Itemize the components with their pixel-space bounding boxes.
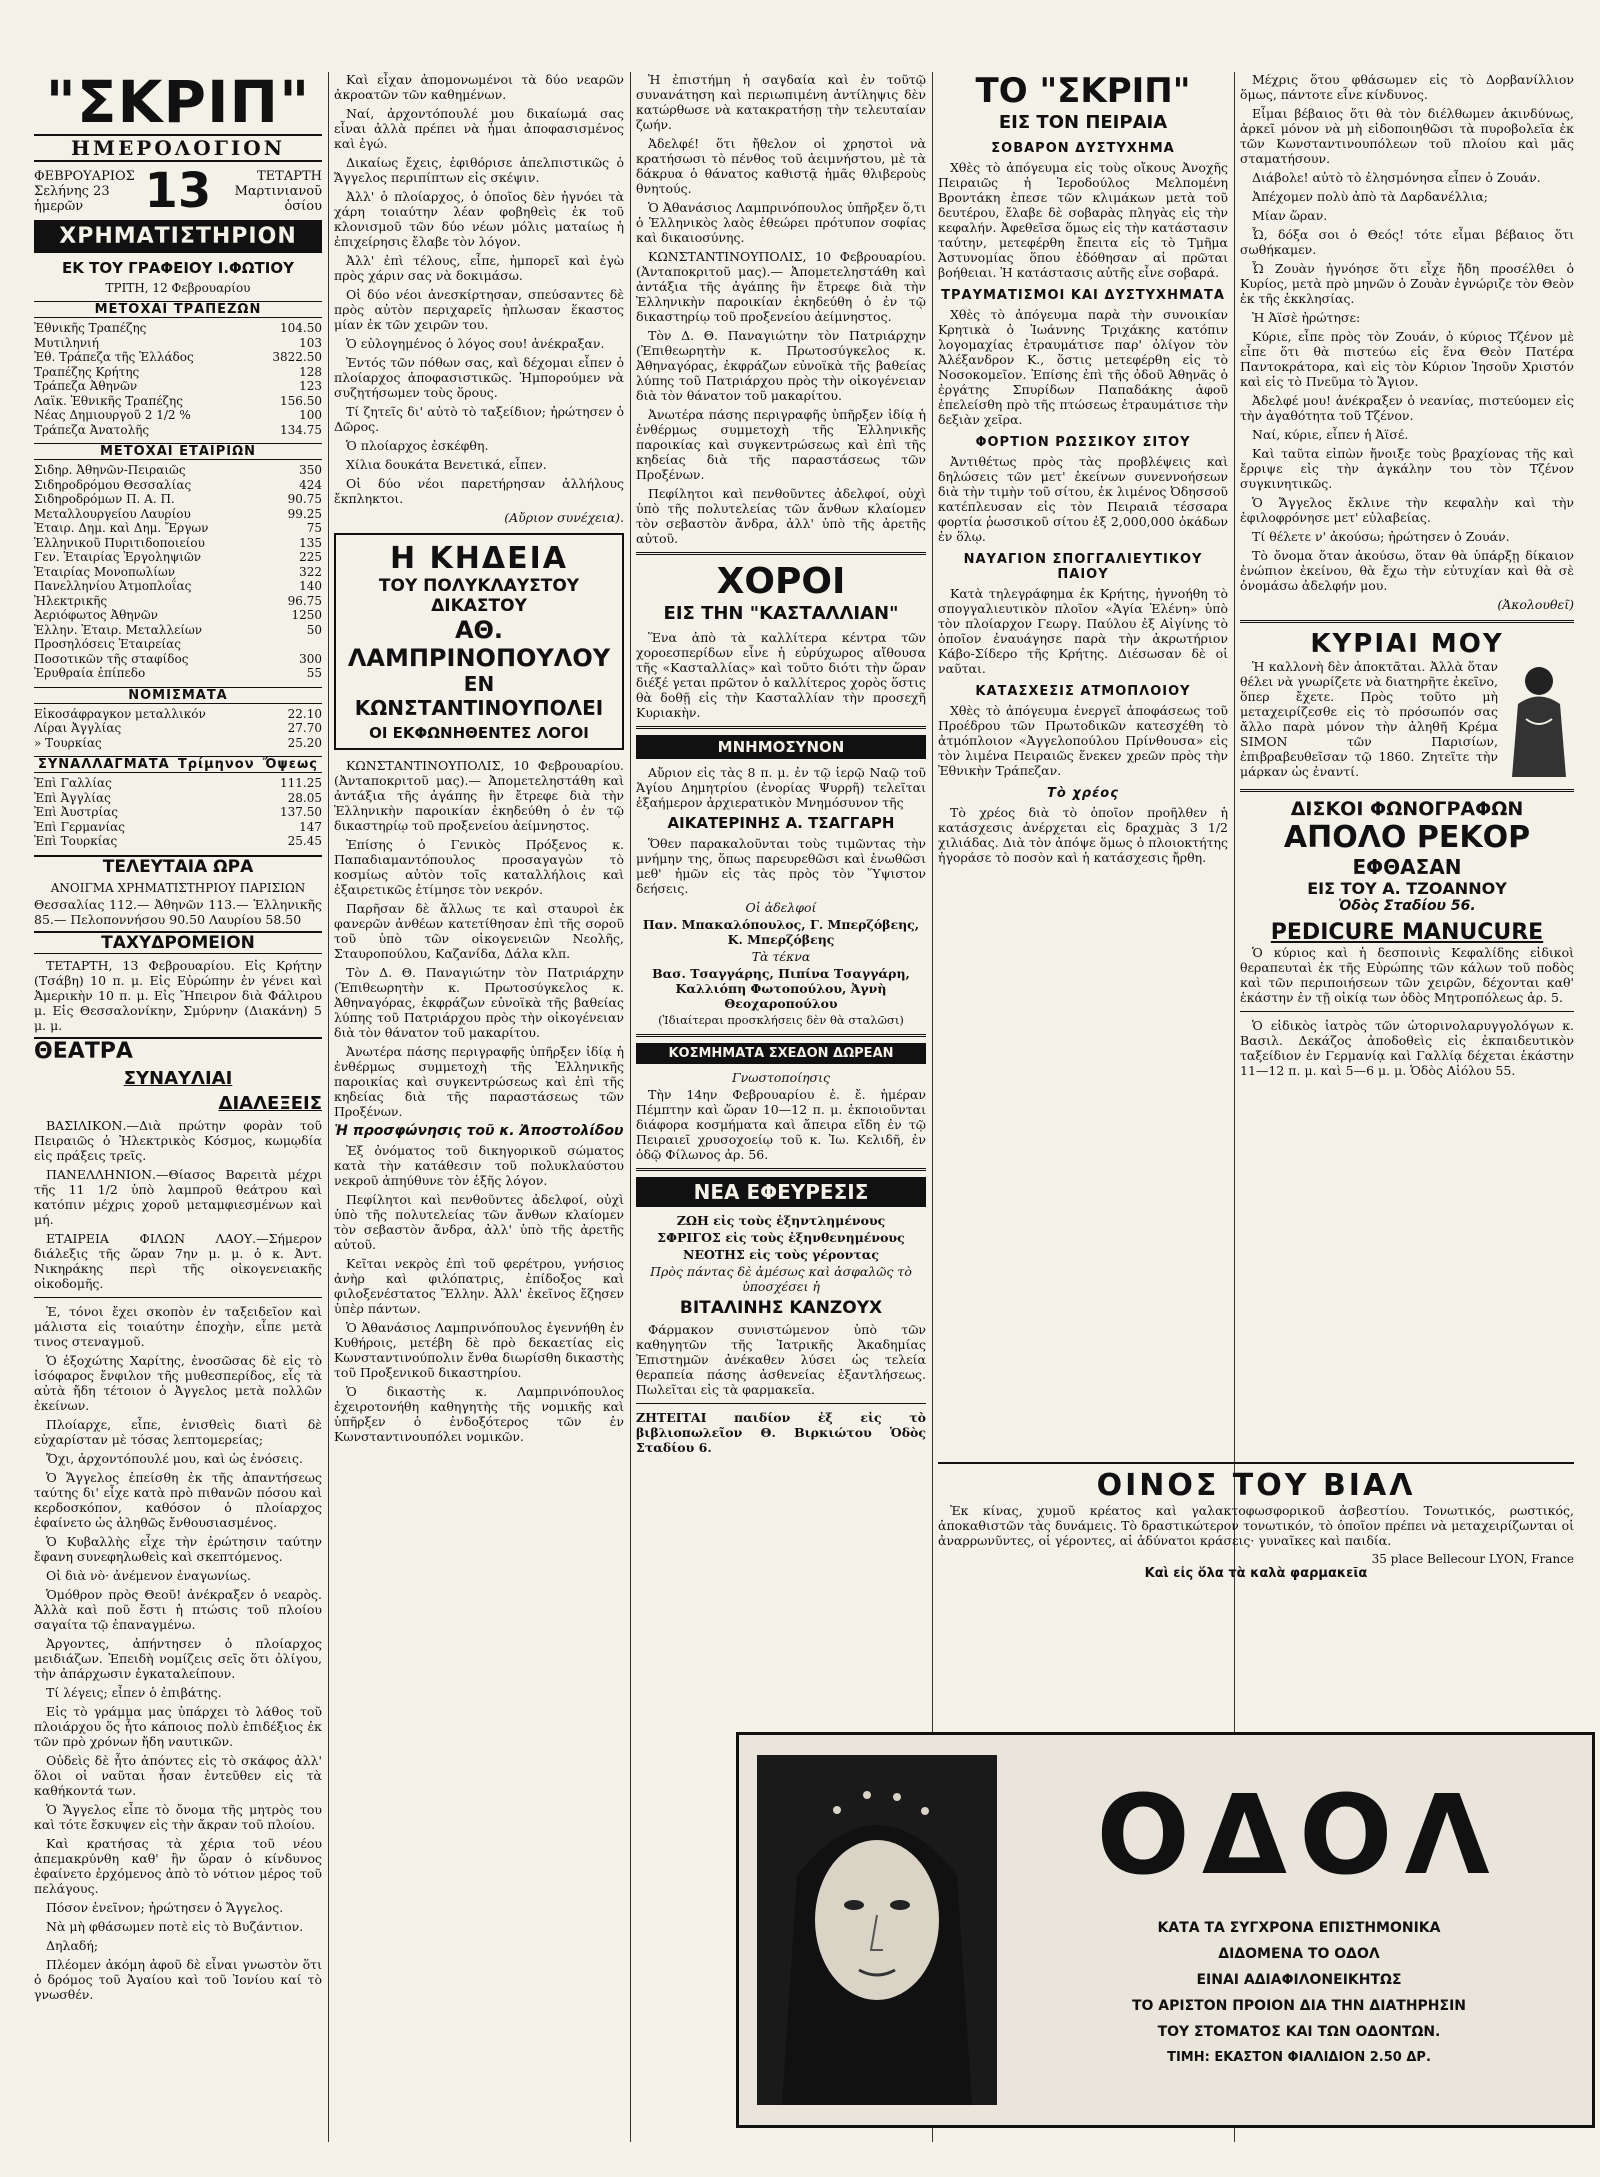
newspaper-page	[34, 72, 1574, 2142]
story-paragraph: Ὁ πλοίαρχος ἐσκέφθη.	[346, 438, 489, 453]
news-text: Χθὲς τὸ ἀπόγευμα ἐνεργεῖ ἀποφάσεως τοῦ Προέδρου τῶν Πρωτοδικῶν κατεσχέθη τὸ ἀτμόπλοιον «Ἀγγελοπούλου Πρίνθουσα» εἰς τὸν λιμένα Πειραιῶς ἕνεκεν χρεῶν πρὸς τὴν Ἐθνικὴν Τράπεζαν.	[938, 703, 1228, 778]
doctor-ad-text: Ὁ εἰδικὸς ἰατρὸς τῶν ὠτορινολαρυγγολόγων κ. Βασιλ. Δεκάζος ἀποδοθεὶς εἰς ἐκπαιδευτικὸν ταξείδιον ἐν Γερμανίᾳ καὶ Γαλλίᾳ δέχεται ἑκάστην 11—12 π. μ. καὶ 5—6 μ. μ. Ὁδὸς Αἰόλου 55.	[1240, 1018, 1574, 1078]
story-paragraph: Δικαίως ἔχεις, ἐφιθόρισε ἀπελπιστικῶς ὁ Ἄγγελος περιπίπτων εἰς σκέψιν.	[334, 155, 624, 185]
news-text: Ἀντιθέτως πρὸς τὰς προβλέψεις καὶ δηλώσεις τῶν μετ' ἐκείνων συνεννοήσεων διὰ τὴν τιμὴν τοῦ σίτου, ἐκ λιμένος Ὀδησσοῦ κατέπλευσαν εἰς τὸν Πειραιᾶ τέσσαρα φορτία ῥωσσικοῦ σίτου ἐξ 2,000,000 ὀκάδων ἐν ὅλῳ.	[938, 454, 1228, 544]
masthead-title: "ΣΚΡΙΠ"	[45, 72, 311, 136]
article-paragraph: Ὁ Ἀθανάσιος Λαμπρινόπουλος ἐγεννήθη ἐν Κυθήροις, μετέβη δὲ πρὸ δεκαετίας εἰς Κωνσταντινούπολιν ἔνθα διωρίσθη δικαστὴς τοῦ Προξενικοῦ δικαστηρίου.	[334, 1320, 624, 1380]
funeral-headline: Η ΚΗΔΕΙΑ ΤΟΥ ΠΟΛΥΚΛΑΥΣΤΟΥ ΔΙΚΑΣΤΟΥ ΑΘ. ΛΑΜΠΡΙΝΟΠΟΥΛΟΥ ΕΝ ΚΩΝΣΤΑΝΤΙΝΟΥΠΟΛΕΙ ΟΙ ΕΚΦΩΝΗΘΕΝΤΕΣ ΛΟΓΟΙ	[334, 533, 624, 750]
table-row: » Τουρκίας 25.20	[34, 735, 322, 750]
table-row: Εἰκοσάφραγκον μεταλλικόν 22.10	[34, 706, 322, 721]
article-paragraph: Ἡ ἐπιστήμη ἡ σαγδαία καὶ ἐν τοῦτῷ συνανάτηση καὶ περιωπιμένη ἀντίληψις δὲν κατώρθωσε νὰ κατακρατήσῃ τὴν τελευταίαν ζωήν.	[636, 72, 926, 132]
table-row: Νέας Δημιουργοῦ 2 1/2 % 100	[34, 408, 322, 422]
odol-brand: ΟΔΟΛ	[1096, 1771, 1502, 1899]
story-paragraph: Καὶ ταῦτα εἰπὼν ἤνοιξε τοὺς βραχίονας τῆς καὶ ἔρριψε εἰς τὴν ἀγκάλην του τὸν Τζένον συγκινητικῶς.	[1240, 446, 1574, 491]
table-row: Ἐρυθραία ἐπίπεδο 55	[34, 666, 322, 680]
odol-ad	[736, 1732, 1595, 2128]
kyriai-ad-title: ΚΥΡΙΑΙ ΜΟΥ	[1310, 629, 1504, 659]
table-row: Ἐθ. Τράπεζα τῆς Ἑλλάδος 3822.50	[34, 350, 322, 364]
saint: Μαρτινιανοῦ ὁσίου	[234, 183, 322, 214]
inventions-title: ΝΕΑ ΕΦΕΥΡΕΣΙΣ	[636, 1177, 926, 1207]
story-paragraph: Νὰ μὴ φθάσωμεν ποτὲ εἰς τὸ Βυζάντιον.	[46, 1918, 304, 1934]
article-paragraph: Παρῆσαν δὲ ἄλλως τε καὶ σταυροὶ ἐκ φανερῶν ἀνθέων κατετίθησαν ἐπὶ τῆς σοροῦ τοῦ ὑπὸ τῶν οἰκογενειῶν Νεολῆς, Σταυροπούλου, Καζανίδα, Δάλα κλπ.	[334, 901, 624, 961]
dances-subtitle: ΕΙΣ ΤΗΝ "ΚΑΣΤΑΛΛΙΑΝ"	[663, 603, 899, 624]
companies-title: ΜΕΤΟΧΑΙ ΕΤΑΙΡΙΩΝ	[34, 443, 322, 460]
records-ad-l4: ΕΙΣ ΤΟΥ Α. ΤΖΟΑΝΝΟΥ	[1307, 879, 1507, 898]
wine-ad-address: 35 place Bellecour LYON, France	[1371, 1552, 1574, 1566]
wanted-notice: ΖΗΤΕΙΤΑΙ παιδίον ἐξ εἰς τὸ βιβλιοπωλεῖον Θ. Βιρκιώτου Ὁδὸς Σταδίου 6.	[636, 1410, 926, 1455]
inventions-text: Φάρμακον συνιστώμενον ὑπὸ τῶν καθηγητῶν τῆς Ἰατρικῆς Ἀκαδημίας Ἐπιστημῶν ἀνέκαθεν λύσει ὡς τελεία θεραπεία πάσης ἀσθενείας ἐξαντλήσεως. Πωλεῖται εἰς τὰ φαρμακεῖα.	[636, 1322, 926, 1397]
table-row: Μυτιληνιή 103	[34, 335, 322, 350]
story-paragraph: Πλοίαρχε, εἶπε, ἐνισθεὶς διατὶ δὲ εὐχαρίσταν μὲ τόσας λεπτομερείας;	[34, 1416, 322, 1447]
pedicure-ad-text: Ὁ κύριος καὶ ἡ δεσποινὶς Κεφαλίδης εἰδικοὶ θεραπευταὶ ἐκ τῆς Εὐρώπης τῶν κάλων τοῦ ποδὸς καὶ τῶν περιποιήσεων τῶν χειρῶν, δέχονται καθ' ἑκάστην ἐν τῇ οἰκίᾳ των ὁδὸς Μητροπόλεως ἀρ. 5.	[1240, 945, 1574, 1005]
story-paragraph: Οἱ δύο νέοι ἀνεσκίρτησαν, σπεύσαντες δὲ πρὸς αὐτὸν περιχαρεῖς ἠπλωσαν ἕκαστος μίαν ἐκ τῶν χειρῶν του.	[334, 287, 624, 332]
story-paragraph: Κύριε, εἶπε πρὸς τὸν Ζουάν, ὁ κύριος Τζένον μὲ εἶπε ὅτι θὰ πιστεύω εἰς ἕνα Θεὸν Πατέρα Παντοκράτορα, καὶ εἰς τὸν Κύριον Ἰησοῦν Χριστόν καὶ εἰς τὸ Πνεῦμα τὸ Ἅγιον.	[1240, 329, 1574, 389]
theatre-sub1: ΣΥΝΑΥΛΙΑΙ	[123, 1067, 233, 1089]
post-text: ΤΕΤΑΡΤΗ, 13 Φεβρουαρίου. Εἰς Κρήτην (Τσάβη) 10 π. μ. Εἰς Εὐρώπην ἐν γένει καὶ Ἀμερικὴν 10 π. μ. Εἰς Ἤπειρον διὰ Φάλιρου μ. Εἰς Θεσσαλονίκην, Σμύρνην (Διακάνη) 5 μ. μ.	[34, 957, 322, 1033]
theatre-item: ΕΤΑΙΡΕΙΑ ΦΙΛΩΝ ΛΑΟΥ.—Σήμερον διάλεξις τῆς ὥραν 7ην μ. μ. ὁ κ. Ἀντ. Νικηράκης περὶ τῆς οἰκογενειακῆς οἰκοδομῆς.	[34, 1230, 322, 1291]
table-row: Ἐπὶ Γερμανίας 147	[34, 819, 322, 834]
memorial-text2: Ὅθεν παρακαλοῦνται τοὺς τιμῶντας τὴν μνήμην της, ὅπως παρευρεθῶσι καὶ ἑνωθῶσι μεθ' ἡμῶν εἰς τὰς πρὸς τὸν Ὕψιστον δεήσεις.	[636, 836, 926, 896]
story-paragraph: Οἱ δύο νέοι παρετήρησαν ἀλλήλους ἔκπληκτοι.	[334, 476, 624, 506]
story-paragraph: Εἰς τὸ γράμμα μας ὑπάρχει τὸ λάθος τοῦ πλοιάρχου ὅς ἦτο κάποιος πολὺ ἐπιδέξιος ἐκ τῶν πρὸ χρόνων ἤδη ναυτικῶν.	[34, 1703, 322, 1749]
dateline	[34, 163, 322, 219]
story-paragraph: Τί ζητεῖς δι' αὐτὸ τὸ ταξείδιον; ἠρώτησεν ὁ Δῶρος.	[334, 404, 624, 434]
news-heading: ΦΟΡΤΙΟΝ ΡΩΣΣΙΚΟΥ ΣΙΤΟΥ	[975, 435, 1191, 450]
records-ad-l1: ΔΙΣΚΟΙ ΦΩΝΟΓΡΑΦΩΝ	[1290, 798, 1524, 820]
column-3: Ἡ ἐπιστήμη ἡ σαγδαία καὶ ἐν τοῦτῷ συνανάτηση καὶ περιωπιμένη ἀντίληψις δὲν κατώρθωσε νὰ κατακρατήσῃ τὴν τελευταίαν ζωήν. Ἀδελφέ! ὅτι ἤθελον οἱ χρηστοὶ νὰ κρατήσωσι τὸ πένθος τοῦ ἀειμνήστου, μὲ τὰ δάκρυα ὁ θάνατος καθιστᾷ ἡμᾶς θλιβεροὺς θνητούς. Ὁ Ἀθανάσιος Λαμπρινόπουλος ὑπῆρξεν ὅ,τι ὁ Ἑλληνικὸς λαὸς ἐθεώρει πρότυπον σοφίας καὶ δικαιοσύνης. ΚΩΝΣΤΑΝΤΙΝΟΥΠΟΛΙΣ, 10 Φεβρουαρίου. (Ἀνταποκριτοῦ μας).— Ἀπομετεληστάθη καὶ ἀντάξια τῆς ἀγάπης ἣν ἔτρεφε διὰ τὴν Ἑλληνικὴν παροικίαν ἐκηδεύθη ὁ ἐν τῷ δικαστηρίῳ τοῦ προξενείου ἀείμνηστος. Τὸν Δ. Θ. Παναγιώτην τὸν Πατριάρχην (Ἐπιθεωρητὴν κ. Πρωτοσύγκελος κ. Ἀθηναγόρας, ἐκφράζων εὐνοϊκὰ τῆς βαθείας λύπης τοῦ Πατριάρχου πρὸς τὴν οἰκογένειαν διὰ τὸν θάνατον τοῦ μακαρίτου. Ἀνωτέρα πάσης περιγραφῆς ὑπῆρξεν ἰδίᾳ ἡ ἐνθέρμως συμμετοχὴ τῆς Ἑλληνικῆς παροικίας καὶ συγκεντρώσεως καὶ ἐπὶ τῆς κηδείας διὰ τῆς παραστάσεως τῶν Προξένων. Πεφίλητοι καὶ πενθοῦντες ἀδελφοί, οὐχὶ ὑπὸ τῆς πολυτελείας τῶν ἄνθων κλαίομεν τὸν σεβαστὸν ἄνδρα, ἀλλ' ὑπὸ τῆς ἀρετῆς αὐτοῦ. ΧΟΡΟΙ ΕΙΣ ΤΗΝ "ΚΑΣΤΑΛΛΙΑΝ" Ἕνα ἀπὸ τὰ καλλίτερα κέντρα τῶν χοροεσπερίδων εἶνε ἡ εὐρύχωρος αἴθουσα τῆς «Κασταλλίας» καὶ τοῦτο διότι τὴν ὥραν διέξέ γεται πρῶτον ὁ καλλίτερος χορὸς ὅστις θὰ δοθῇ εἰς τὴν Κασταλλίαν τὴν προσεχῆ Κυριακὴν. ΜΝΗΜΟΣΥΝΟΝ Αὔριον εἰς τὰς 8 π. μ. ἐν τῷ ἱερῷ Ναῷ τοῦ Ἁγίου Δημητρίου (ἐνορίας Ψυρρῆ) τελεῖται ἐξαήμερον ἀρχιερατικὸν Μνημόσυνον τῆς ΑΙΚΑΤΕΡΙΝΗΣ Α. ΤΣΑΓΓΑΡΗ Ὅθεν παρακαλοῦνται τοὺς τιμῶντας τὴν μνήμην της, ὅπως παρευρεθῶσι καὶ ἑνωθῶσι μεθ' ἡμῶν εἰς τὰς πρὸς τὸν Ὕψιστον δεήσεις. Οἱ ἀδελφοί Παν. Μπακαλόπουλος, Γ. Μπερζόβεης, Κ. Μπερζόβεης Τὰ τέκνα Βασ. Τσαγγάρης, Πιπίνα Τσαγγάρη, Καλλιόπη Φωτοπούλου, Ἀγνὴ Θεοχαροπούλου (Ἰδιαίτεραι προσκλήσεις δὲν θὰ σταλῶσι) ΚΟΣΜΗΜΑΤΑ ΣΧΕΔΟΝ ΔΩΡΕΑΝ Γνωστοποίησις Τὴν 14ην Φεβρουαρίου ἐ. ἔ. ἡμέραν Πέμπτην καὶ ὥραν 10—12 π. μ. ἐκποιοῦνται διάφορα κοσμήματα καὶ ἄπειρα εἴδη ἐν τῷ Πειραιεῖ χρυσοχοείῳ τοῦ κ. Ἰω. Κελιδῆ, ἐν ὁδῷ Φίλωνος ἀρ. 56. ΝΕΑ ΕΦΕΥΡΕΣΙΣ ΖΩΗ εἰς τοὺς ἐξηντλημένους ΣΦΡΙΓΟΣ εἰς τοὺς ἐξηνθενημένους ΝΕΟΤΗΣ εἰς τοὺς γέροντας Πρὸς πάντας δὲ ἀμέσως καὶ ἀσφαλῶς τὸ ὑποσχέσει ἡ ΒΙΤΑΛΙΝΗΣ ΚΑΝΖΟΥΧ Φάρμακον συνιστώμενον ὑπὸ τῶν καθηγητῶν τῆς Ἰατρικῆς Ἀκαδημίας Ἐπιστημῶν ἀνέκαθεν λύσει ὡς τελεία θεραπεία πάσης ἀσθενείας ἐξαντλήσεως. Πωλεῖται εἰς τὰ φαρμακεῖα. ΖΗΤΕΙΤΑΙ παιδίον ἐξ εἰς τὸ βιβλιοπωλεῖον Θ. Βιρκιώτου Ὁδὸς Σταδίου 6.	[636, 72, 926, 1455]
piraeus-subtitle: ΕΙΣ ΤΟΝ ΠΕΙΡΑΙΑ	[998, 112, 1168, 133]
table-row: Τράπεζα Ἀθηνῶν 123	[34, 379, 322, 393]
article-paragraph: Πεφίλητοι καὶ πενθοῦντες ἀδελφοί, οὐχὶ ὑπὸ τῆς πολυτελείας τῶν ἄνθων κλαίομεν τὸν σεβαστὸν ἄνδρα, ἀλλ' ὑπὸ τῆς ἀρετῆς αὐτοῦ.	[636, 486, 926, 546]
banks-title: ΜΕΤΟΧΑΙ ΤΡΑΠΕΖΩΝ	[34, 301, 322, 318]
article-paragraph: Ἐξ ὀνόματος τοῦ δικηγορικοῦ σώματος κατὰ τὴν κατάθεσιν τοῦ πολυκλαύστου νεκροῦ ἀπηύθυνε τὸν ἑξῆς λόγον.	[334, 1143, 624, 1188]
post-title: ΤΑΧΥΔΡΟΜΕΙΟΝ	[34, 931, 322, 954]
table-row: Ἐταιρ. Δημ. καὶ Δημ. Ἔργων 75	[34, 521, 322, 535]
product-name: ΒΙΤΑΛΙΝΗΣ ΚΑΝΖΟΥΧ	[679, 1298, 883, 1318]
pedicure-ad-title: PEDICURE MANUCURE	[1270, 920, 1544, 945]
table-row: Ἀεριόφωτος Ἀθηνῶν 1250	[34, 608, 322, 622]
story-paragraph: Ὁ Ἄγγελος ἐπείσθη ἐκ τῆς ἀπαντήσεως ταύτης δι' εἶχε κατὰ πρὸ πιθανῶν πόσου καὶ κερδοσκόπον, καθόσον ὁ πλοίαρχος ἐφαίνετο ὡς ἀληθῶς ἔνθουσιασμένος.	[34, 1469, 322, 1530]
currency-table	[34, 707, 322, 751]
article-paragraph: ΚΩΝΣΤΑΝΤΙΝΟΥΠΟΛΙΣ, 10 Φεβρουαρίου. (Ἀνταποκριτοῦ μας).— Ἀπομετεληστάθη καὶ ἀντάξια τῆς ἀγάπης ἣν ἔτρεφε διὰ τὴν Ἑλληνικὴν παροικίαν ἐκηδεύθη ὁ ἐν τῷ δικαστηρίῳ τοῦ προξενείου ἀείμνηστος.	[334, 758, 624, 833]
speech-heading: Ἡ προσφώνησις τοῦ κ. Ἀποστολίδου	[334, 1123, 624, 1139]
moon-line: Σελήνης 23 ἡμερῶν	[34, 183, 110, 214]
story-paragraph: Ἀλλ' ὁ πλοίαρχος, ὁ ὁποῖος δὲν ἠγνόει τὰ χάρη τοιαύτην λέαν φοβηθεὶς ἐκ τοῦ κλονισμοῦ τῶν δύο νέων μόλις ματαίως ἡ ἐπιχείρησις ἔλαβε τὸν λόγον.	[334, 189, 624, 249]
story-paragraph: Χίλια δουκάτα Βενετικά, εἶπεν.	[346, 457, 547, 472]
table-row: Μεταλλουργείου Λαυρίου 99.25	[34, 506, 322, 521]
story-paragraph: Μίαν ὥραν.	[1252, 208, 1328, 223]
theatre-item: ΠΑΝΕΛΛΗΝΙΟΝ.—Θίασος Βαρειτὰ μέχρι τῆς 11 1/2 ὑπὸ λαμπροῦ θεάτρου καὶ κατόπιν μέχρις χοροῦ μεταμφιεσμένων καὶ μή.	[34, 1166, 322, 1227]
news-heading: ΝΑΥΑΓΙΟΝ ΣΠΟΓΓΑΛΙΕΥΤΙΚΟΥ ΠΑΙΟΥ	[963, 552, 1203, 582]
memorial-name: ΑΙΚΑΤΕΡΙΝΗΣ Α. ΤΣΑΓΓΑΡΗ	[667, 814, 895, 832]
table-row: Ἐπὶ Τουρκίας 25.45	[34, 834, 322, 848]
story-paragraph: Μέχρις ὅτου φθάσωμεν εἰς τὸ Δορβανίλλιον ὅμως, πάντοτε εἶνε κίνδυνος.	[1240, 72, 1574, 102]
column-1	[34, 72, 322, 2142]
table-row: Ἐθνικῆς Τραπέζης 104.50	[34, 321, 322, 335]
memorial-text: Αὔριον εἰς τὰς 8 π. μ. ἐν τῷ ἱερῷ Ναῷ τοῦ Ἁγίου Δημητρίου (ἐνορίας Ψυρρῆ) τελεῖται ἐξαήμερον ἀρχιερατικὸν Μνημόσυνον τῆς	[636, 765, 926, 810]
story-paragraph: Ναί, κύριε, εἶπεν ἡ Ἀϊσέ.	[1252, 427, 1409, 442]
story-paragraph: Οὐδεὶς δὲ ἦτο ἀπόντες εἰς τὸ σκάφος ἀλλ' ὅλοι οἱ ναῦται ἦσαν ἐντεῦθεν εἰς τὰ καθήκοντά των.	[34, 1752, 322, 1798]
theatre-sub2: ΔΙΑΛΕΞΕΙΣ	[218, 1092, 322, 1114]
records-ad-l3: ΕΦΘΑΣΑΝ	[1352, 855, 1462, 879]
woman-portrait-icon	[757, 1755, 997, 2105]
table-row: Ἑταιρίας Μονοπωλίων 322	[34, 564, 322, 579]
table-row: Γεν. Ἑταιρίας Ἐργοληψιῶν 225	[34, 550, 322, 564]
exchange-title: ΧΡΗΜΑΤΙΣΤΗΡΙΟΝ	[34, 220, 322, 253]
table-row: Σιδηροδρόμων Π. Α. Π. 90.75	[34, 492, 322, 506]
table-row: Προσηλόσεις Ἑταιρείας	[34, 637, 181, 651]
month: ΦΕΒΡΟΥΑΡΙΟΣ	[34, 168, 135, 184]
story-paragraph: Ἀργοντες, ἀπήντησεν ὁ πλοίαρχος μειδιάζων. Ἐπειδὴ νομίζεις σεῖς ὅτι ὀλίγου, τὴν ἀπάρχωσιν ἐγκαταλείπουν.	[34, 1635, 322, 1681]
table-row: Ἐπὶ Ἀυστρίας 137.50	[34, 805, 322, 819]
story-paragraph: Ὦ Ζουὰν ἠγνόησε ὅτι εἶχε ἤδη προσέλθει ὁ Κυρίος, μετὰ πρὸ μηνῶν ὁ Ζουὰν ἐγνώριζε τὸν Θεὸν ἐκ τῆς ἐκκλησίας.	[1240, 261, 1574, 306]
table-row: Σιδηροδρόμου Θεσσαλίας 424	[34, 477, 322, 492]
records-ad-l5: Ὁδὸς Σταδίου 56.	[1338, 898, 1476, 914]
jewelry-text: Τὴν 14ην Φεβρουαρίου ἐ. ἔ. ἡμέραν Πέμπτην καὶ ὥραν 10—12 π. μ. ἐκποιοῦνται διάφορα κοσμήματα καὶ ἄπειρα εἴδη ἐν τῷ Πειραιεῖ χρυσοχοείῳ τοῦ κ. Ἰω. Κελιδῆ, ἐν ὁδῷ Φίλωνος ἀρ. 56.	[636, 1087, 926, 1162]
dances-title: ΧΟΡΟΙ	[716, 561, 846, 602]
news-heading: ΣΟΒΑΡΟΝ ΔΥΣΤΥΧΗΜΑ	[991, 141, 1175, 156]
last-hour-title: ΤΕΛΕΥΤΑΙΑ ΩΡΑ	[34, 855, 322, 877]
news-text: Κατὰ τηλεγράφημα ἐκ Κρήτης, ἠγνοήθη τὸ σπογγαλιευτικὸν πλοῖον «Ἁγία Ἑλένη» ὑπὸ τὸν πλοίαρχον Γεωργ. Παύλου ἐξ Αἰγίνης τὸ ὁποῖον ἐναυάγησε παρὰ τὴν ἀκρωτήριον Κάβο-Σίδερο τῆς Κρήτης. Διέσωσαν δὲ οἱ ναῦται.	[938, 586, 1228, 676]
masthead-subtitle: ΗΜΕΡΟΛΟΓΙΟΝ	[34, 134, 322, 162]
story-paragraph: Ὁ εὐλογημένος ὁ λόγος σου! ἀνέκραξαν.	[346, 336, 605, 351]
story-paragraph: Ἐντός τῶν πόθων σας, καὶ δέχομαι εἶπεν ὁ πλοίαρχος ἀποφασιστικῶς. Ἠμπορούμεν νὰ συζητήσωμεν τοὺς ὅρους.	[334, 355, 624, 400]
table-row: Ἐπὶ Γαλλίας 111.25	[34, 776, 322, 790]
story-paragraph: Τὸ ὄνομα ὅταν ἀκούσω, ὅταν θὰ ὑπάρξῃ δίκαιον ἐνώπιον ἐκείνου, θὰ ἔχω τὴν εὐτυχίαν καὶ θὰ σὲ ὀνομάσω ἀδελφήν μου.	[1240, 548, 1574, 593]
wine-ad-title: ΟΙΝΟΣ ΤΟΥ ΒΙΑΛ	[938, 1462, 1574, 1503]
lady-illustration-icon	[1504, 659, 1574, 779]
article-paragraph: Τὸν Δ. Θ. Παναγιώτην τὸν Πατριάρχην (Ἐπιθεωρητὴν κ. Πρωτοσύγκελος κ. Ἀθηναγόρας, ἐκφράζων εὐνοϊκὰ τῆς βαθείας λύπης τοῦ Πατριάρχου πρὸς τὴν οἰκογένειαν διὰ τὸν θάνατον τοῦ μακαρίτου.	[334, 965, 624, 1040]
column-rule	[328, 72, 329, 2142]
story-paragraph: Διάβολε! αὐτὸ τὸ ἐλησμόνησα εἶπεν ὁ Ζουάν.	[1252, 170, 1541, 185]
story-paragraph: Ὄχι, ἀρχοντόπουλέ μου, καὶ ὡς ἐνόσεις.	[46, 1450, 303, 1466]
banks-table	[34, 321, 322, 437]
table-row: Σιδηρ. Ἀθηνῶν-Πειραιῶς 350	[34, 463, 322, 477]
column-rule	[630, 72, 631, 2142]
story-paragraph: Ὦ, δόξα σοι ὁ Θεός! τότε εἶμαι βέβαιος ὅτι σωθήκαμεν.	[1240, 227, 1574, 257]
story-signature: (Ἀκολουθεῖ)	[1497, 597, 1574, 612]
story-paragraph: Ἀλλ' ἐπὶ τέλους, εἶπε, ἠμπορεῖ καὶ ἐγὼ πρὸς χάριν σας νὰ δοκιμάσω.	[334, 253, 624, 283]
table-row: Τράπεζα Ἀνατολῆς 134.75	[34, 422, 322, 437]
story-paragraph: Τί θέλετε ν' ἀκούσω; ἠρώτησεν ὁ Ζουάν.	[1252, 529, 1510, 544]
story-paragraph: Καὶ εἶχαν ἀπομονωμένοι τὰ δύο νεαρῶν ἀκροατῶν τῶν καθημένων.	[334, 72, 624, 102]
article-paragraph: Ἀδελφέ! ὅτι ἤθελον οἱ χρηστοὶ νὰ κρατήσωσι τὸ πένθος τοῦ ἀειμνήστου, μὲ τὰ δάκρυα ὁ θάνατος καθιστᾷ ἡμᾶς θλιβεροὺς θνητούς.	[636, 136, 926, 196]
column-2	[334, 72, 624, 2142]
story-paragraph: Καὶ κρατήσας τὰ χέρια τοῦ νέου ἀπεμακρύνθη καθ' ἣν ὥραν ὁ κίνδυνος ἐφαίνετο ἐρχόμενος ἀπὸ τὸ νότιον μέρος τοῦ πελάγους.	[34, 1835, 322, 1896]
article-paragraph: Ὁ δικαστὴς κ. Λαμπρινόπουλος ἐχειροτονήθη καθηγητὴς τῆς νομικῆς καὶ ὑπῆρξεν ὁ ἐνδοξότερος τῶν ἐν Κωνσταντινουπόλει νομικῶν.	[334, 1384, 624, 1444]
news-text: Χθὲς τὸ ἀπόγευμα εἰς τοὺς οἴκους Ἀνοχῆς Πειραιῶς ἡ Ἱεροδούλος Μελπομένη Βροντάκη ἐπεσε τῶν κλιμάκων μετὰ τοῦ δευτέρου, ἔλαβε δὲ σοβαρὰς πληγὰς εἰς τὴν κεφαλήν. Ἀφεθεῖσα ὅμως εἰς τὴν κατάστασιν ταύτην, μετεφέρθη ἔπειτα εἰς τὸ Τμῆμα Ἀστυνομίας ὅπου ἐδόθησαν αἱ πρῶται βοήθειαι. Ἡ κατάστασις αὐτῆς εἶνε σοβαρά.	[938, 160, 1228, 280]
article-paragraph: Ἀνωτέρα πάσης περιγραφῆς ὑπῆρξεν ἰδίᾳ ἡ ἐνθέρμως συμμετοχὴ τῆς Ἑλληνικῆς παροικίας καὶ συγκεντρώσεως καὶ ἐπὶ τῆς κηδείας διὰ τῆς παραστάσεως τῶν Προξένων.	[334, 1044, 624, 1119]
story-paragraph: Ναί, ἀρχοντόπουλέ μου δικαίωμά σας εἶναι ἀλλὰ πρέπει νὰ ἦμαι ἀποφασισμένος καὶ ἐγώ.	[334, 106, 624, 151]
jewelry-title: ΚΟΣΜΗΜΑΤΑ ΣΧΕΔΟΝ ΔΩΡΕΑΝ	[636, 1043, 926, 1064]
companies-table	[34, 463, 322, 681]
wine-ad	[938, 1462, 1574, 1581]
story-paragraph: Πόσον ἐνεῖνον; ἠρώτησεν ὁ Ἄγγελος.	[46, 1899, 284, 1915]
kyriai-ad-text: Ἡ καλλονὴ δὲν ἀποκτᾶται. Ἀλλὰ ὅταν θέλει νὰ γνωρίζετε νὰ διατηρῆτε ἐκεῖνο, ὅπερ ἔχετε. Πρὸς τοῦτο μὴ μεταχειρίζεσθε εἰς τὸ πρόσωπόν σας ἄλλο παρὰ μόνον τὴν ἀληθῆ Κρέμα SIMON τῶν Παρισίων, ἐπιβραβευθεῖσαν τῷ 1860. Ζητεῖτε τὴν μάρκαν ὡς ἐναντί.	[1240, 659, 1498, 779]
story-paragraph: Ἀδελφέ μου! ἀνέκραξεν ὁ νεανίας, πιστεύομεν εἰς τὴν ἀγαθότητα τοῦ Τζένον.	[1240, 393, 1574, 423]
story-paragraph: Ἀπέχομεν πολὺ ἀπὸ τὰ Δαρδανέλλια;	[1252, 189, 1488, 204]
story-paragraph: Ἡ Ἀϊσὲ ἠρώτησε:	[1252, 310, 1361, 325]
news-text: Χθὲς τὸ ἀπόγευμα παρὰ τὴν συνοικίαν Κρητικὰ ὁ Ἰωάννης Τριχάκης κατόπιν λογομαχίας ἐτραυμάτισε παρ' ὀλίγον τὸν Ἀλέξανδρον Κ., ὅστις μετεφέρθη εἰς τὸ Νοσοκομεῖον. Ἐπίσης ἐπὶ τῆς ὁδοῦ Ἀθηνᾶς ὁ ἐργάτης Σπυρίδων Παπαδάκης ἀφοῦ ἐπελείσθη πρὸ τῆς πτώσεως ἐτραυμάτισε τὴν δεξιὰν χεῖρα.	[938, 307, 1228, 427]
news-heading: ΤΡΑΥΜΑΤΙΣΜΟΙ ΚΑΙ ΔΥΣΤΥΧΗΜΑΤΑ	[941, 288, 1225, 303]
table-row: Ἑλλην. Ἑταιρ. Μεταλλείων 50	[34, 622, 322, 637]
table-row: Ἠλεκτρικῆς 96.75	[34, 593, 322, 608]
table-row: Πανελληνίου Ἀτμοπλοΐας 140	[34, 579, 322, 593]
story-paragraph: Ὁ Κυβαλλὴς εἶχε τὴν ἐρώτησιν ταύτην ἔφανη συνεφηλωθεὶς καὶ σκεπτόμενος.	[34, 1533, 322, 1564]
kyriai-ad	[1240, 659, 1574, 783]
currency-title: ΝΟΜΙΣΜΑΤΑ	[34, 687, 322, 704]
story-paragraph: Ὁ Ἄγγελος ἔκλινε τὴν κεφαλὴν καὶ τὴν ἐφιλοφρόνησε μετ' εὐλαβείας.	[1240, 495, 1574, 525]
story-paragraph: Ὁ ἐξοχώτης Χαρίτης, ἐνοσῶσας δὲ εἰς τὸ ἰσόφαρος ἔνφιλον τῆς μυθεσπερίδος, εἷς τὰ αὐτὰ ἤδη τέτοιον ὁ Ἀγγελος μετὰ πολλῶν ἐκείνων.	[34, 1352, 322, 1413]
exchange-date: ΤΡΙΤΗ, 12 Φεβρουαρίου	[105, 281, 251, 295]
article-paragraph: Πεφίλητοι καὶ πενθοῦντες ἀδελφοί, οὐχὶ ὑπὸ τῆς πολυτελείας τῶν ἄνθων κλαίομεν τὸν σεβαστὸν ἄνδρα, ἀλλ' ὑπὸ τῆς ἀρετῆς αὐτοῦ.	[334, 1192, 624, 1252]
table-row: Ἐπὶ Ἀγγλίας 28.05	[34, 790, 322, 805]
table-row: Λαϊκ. Ἐθνικῆς Τραπέζης 156.50	[34, 393, 322, 408]
story-paragraph: Πλέομεν ἀκόμη ἀφοῦ δὲ εἶναι γνωστὸν ὅτι ὁ δρόμος τοῦ Ἀγαίου καὶ τοῦ Ἰονίου καί τὸ γνωσθέν.	[34, 1956, 322, 2002]
story-paragraph: Ὁ Ἄγγελος εἶπε τὸ ὄνομα τῆς μητρὸς του καὶ τότε ἔσκυψεν εἰς τὴν ἄκραν τοῦ πλοίου.	[34, 1801, 322, 1832]
article-paragraph: Κεῖται νεκρὸς ἐπὶ τοῦ φερέτρου, γνήσιος ἀνὴρ καὶ φιλόπατρις, ἐπίδοξος καὶ φιλοξενέστατος Ἕλλην. Ἀλλ' ἐκεῖνος ἔζησεν ὑπὲρ πάντων.	[334, 1256, 624, 1316]
fx-table	[34, 776, 322, 849]
story-paragraph: Εἶμαι βέβαιος ὅτι θὰ τὸν διέλθωμεν ἀκινδύνως, ἀρκεῖ μόνον νὰ μὴ εἰδοποιηθῶσι τὰ πυροβολεῖα ἐκ τῶν Κωνσταντινουπόλεων τοῦ πλοίου καὶ μᾶς σταματήσουν.	[1240, 106, 1574, 166]
story-paragraph: Τί λέγεις; εἶπεν ὁ ἐπιβάτης.	[46, 1684, 222, 1700]
table-row: Ἑλληνικοῦ Πυριτιδοποιείου 135	[34, 535, 322, 550]
memorial-title: ΜΝΗΜΟΣΥΝΟΝ	[636, 735, 926, 759]
story-paragraph: Οἰ διὰ νὸ· ἀνέμενον ἐναγωνίως.	[46, 1567, 251, 1583]
odol-tagline: ΚΑΤΑ ΤΑ ΣΥΓΧΡΟΝΑ ΕΠΙΣΤΗΜΟΝΙΚΑ ΔΙΔΟΜΕΝΑ ΤΟ ΟΔΟΛ ΕΙΝΑΙ ΑΔΙΑΦΙΛΟΝΕΙΚΗΤΩΣ ΤΟ ΑΡΙΣΤΟΝ ΠΡΟΙΟΝ ΔΙΑ ΤΗΝ ΔΙΑΤΗΡΗΣΙΝ ΤΟΥ ΣΤΟΜΑΤΟΣ ΚΑΙ ΤΩΝ ΟΔΟΝΤΩΝ. ΤΙΜΗ: ΕΚΑΣΤΟΝ ΦΙΑΛΙΔΙΟΝ 2.50 ΔΡ.	[1131, 1920, 1467, 2065]
story-paragraph: Ἐ, τόνοι ἔχει σκοπὸν ἐν ταξειδεῖον καὶ μάλιστα εἰς τοιαύτην ἐποχὴν, εἶπε μετὰ τινος στεναγμοῦ.	[34, 1303, 322, 1349]
story-signature: (Αὔριον συνέχεια).	[504, 510, 624, 525]
wine-ad-footer: Καὶ εἰς ὅλα τὰ καλὰ φαρμακεῖα	[1144, 1566, 1368, 1581]
dances-text: Ἕνα ἀπὸ τὰ καλλίτερα κέντρα τῶν χοροεσπερίδων εἶνε ἡ εὐρύχωρος αἴθουσα τῆς «Κασταλλίας» καὶ τοῦτο διότι τὴν ὥραν διέξέ γεται πρῶτον ὁ καλλίτερος χορὸς ὅστις θὰ δοθῇ εἰς τὴν Κασταλλίαν τὴν προσεχῆ Κυριακὴν.	[636, 630, 926, 720]
last-hour-sub: ΑΝΟΙΓΜΑ ΧΡΗΜΑΤΙΣΤΗΡΙΟΥ ΠΑΡΙΣΙΩΝ	[50, 880, 306, 895]
article-paragraph: Τὸν Δ. Θ. Παναγιώτην τὸν Πατριάρχην (Ἐπιθεωρητὴν κ. Πρωτοσύγκελος κ. Ἀθηναγόρας, ἐκφράζων εὐνοϊκὰ τῆς βαθείας λύπης τοῦ Πατριάρχου πρὸς τὴν οἰκογένειαν διὰ τὸν θάνατον τοῦ μακαρίτου.	[636, 328, 926, 403]
article-paragraph: ΚΩΝΣΤΑΝΤΙΝΟΥΠΟΛΙΣ, 10 Φεβρουαρίου. (Ἀνταποκριτοῦ μας).— Ἀπομετεληστάθη καὶ ἀντάξια τῆς ἀγάπης ἣν ἔτρεφε διὰ τὴν Ἑλληνικὴν παροικίαν ἐκηδεύθη ὁ ἐν τῷ δικαστηρίῳ τοῦ προξενείου ἀείμνηστος.	[636, 249, 926, 324]
article-paragraph: Ἐπίσης ὁ Γενικὸς Πρόξενος κ. Παπαδιαμαντόπουλος προσαγαγὼν τὸ κοσμίως αὐτὸν τοῖς καταλλήλοις καὶ ἐξαιρετικῶς ἐτίμησε τὸν νεκρόν.	[334, 837, 624, 897]
story-paragraph: Ὁμόθρον πρὸς Θεοῦ! ἀνέκραξεν ὁ νεαρὸς. Ἀλλὰ καὶ ποῦ ἔστι ἡ πτώσις τοῦ πλοίου σαγαίτα τῷ ἐπαναγμένω.	[34, 1586, 322, 1632]
records-ad-l2: ΑΠΟΛΟ ΡΕΚΟΡ	[1283, 820, 1531, 855]
theatre-item: ΒΑΣΙΛΙΚΟΝ.—Διὰ πρώτην φορὰν τοῦ Πειραιῶς ὁ Ἠλεκτρικὸς Κόσμος, κωμῳδία εἰς πράξεις τρεῖς.	[34, 1117, 322, 1163]
piraeus-title: ΤΟ "ΣΚΡΙΠ"	[975, 72, 1191, 111]
table-row: Τραπέζης Κρήτης 128	[34, 364, 322, 379]
day-number: 13	[144, 163, 212, 219]
table-row: Λίραι Ἀγγλίας 27.70	[34, 721, 322, 735]
table-row: Ποσοτικῶν τῆς σταφίδος 300	[34, 651, 322, 666]
theatre-title: ΘΕΑΤΡΑ	[34, 1037, 322, 1064]
last-hour-text: Θεσσαλίας 112.— Ἀθηνῶν 113.— Ἑλληνικῆς 85.— Πελοποννήσου 90.50 Λαυρίου 58.50	[34, 896, 322, 927]
news-text: Τὸ χρέος διὰ τὸ ὁποῖον προῆλθεν ἡ κατάσχεσις ἀνέρχεται εἰς δραχμὰς 3 1/2 χιλιάδας. Διὰ τὸν ἀπόψε ὅμως ὁ πλοιοκτήτης ἠγοράσε τὸ ποσὸν καὶ ἡ κατάσχεσις ἤρθη.	[938, 805, 1228, 865]
article-paragraph: Ἀνωτέρα πάσης περιγραφῆς ὑπῆρξεν ἰδίᾳ ἡ ἐνθέρμως συμμετοχὴ τῆς Ἑλληνικῆς παροικίας καὶ συγκεντρώσεως καὶ ἐπὶ τῆς κηδείας διὰ τῆς παραστάσεως τῶν Προξένων.	[636, 407, 926, 482]
article-paragraph: Ὁ Ἀθανάσιος Λαμπρινόπουλος ὑπῆρξεν ὅ,τι ὁ Ἑλληνικὸς λαὸς ἐθεώρει πρότυπον σοφίας καὶ δικαιοσύνης.	[636, 200, 926, 245]
wine-ad-text: Ἐκ κίνας, χυμοῦ κρέατος καὶ γαλακτοφωσφορικοῦ ἀσβεστίου. Τονωτικός, ρωστικός, ἀποκαθιστῶν τὰς δυνάμεις. Τὸ δραστικώτερον τονωτικόν, τὸ ὁποῖον πρέπει νὰ μεταχειρίζωνται οἱ ἀναρρωνῦντες, οἱ γέροντες, αἱ ἀδύνατοι κράσεις· γυναῖκες καὶ παιδία.	[938, 1503, 1574, 1548]
fx-header: ΣΥΝΑΛΛΑΓΜΑΤΑ Τρίμηνον Ὄψεως	[34, 756, 322, 773]
story-paragraph: Δηλαδή;	[46, 1937, 99, 1953]
news-heading: Τὸ χρέος	[1047, 786, 1119, 801]
news-heading: ΚΑΤΑΣΧΕΣΙΣ ΑΤΜΟΠΛΟΙΟΥ	[975, 684, 1191, 699]
exchange-source: ΕΚ ΤΟΥ ΓΡΑΦΕΙΟΥ Ι.ΦΩΤΙΟΥ	[62, 259, 294, 277]
weekday: ΤΕΤΑΡΤΗ	[257, 168, 322, 184]
